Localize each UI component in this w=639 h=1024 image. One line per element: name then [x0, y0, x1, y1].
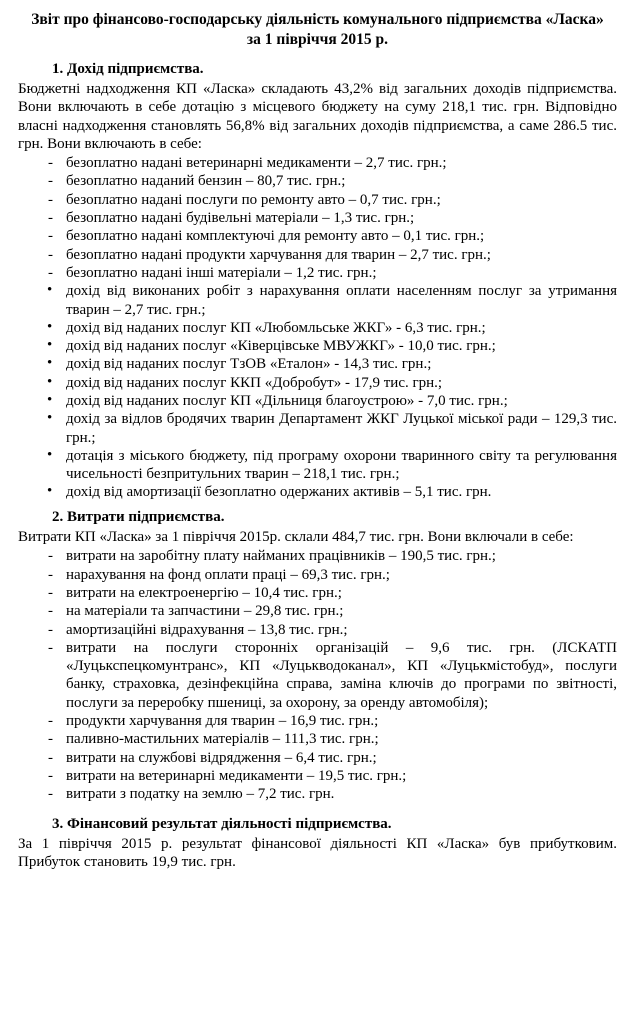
- list-item: - витрати на електроенергію – 10,4 тис. грн.;: [18, 584, 617, 602]
- section-2-dash-list: [18, 547, 617, 803]
- list-item: • дохід від наданих послуг ТзОВ «Еталон» - 14,3 тис. грн.;: [18, 355, 617, 373]
- list-item: • дохід за відлов бродячих тварин Департамент ЖКГ Луцької міської ради – 129,3 тис. грн.;: [18, 410, 617, 447]
- list-item: - витрати на послуги сторонніх організацій – 9,6 тис. грн. (ЛСКАТП «Луцькспецкомунтранс», КП «Луцькводоканал», КП «Луцькмістобуд», послуги банку, страховка, дезінфекційна справа, заміна ключів до програми по звітності, послуги за переробку пшениці, за охорону, за оренду автомобіля);: [18, 639, 617, 712]
- list-item: - нарахування на фонд оплати праці – 69,3 тис. грн.;: [18, 566, 617, 584]
- section-1-bullet-list: [18, 282, 617, 502]
- list-item: - витрати на службові відрядження – 6,4 тис. грн.;: [18, 749, 617, 767]
- list-item: • дохід від виконаних робіт з нарахування оплати населенням послуг за утримання тварин – 2,7 тис. грн.;: [18, 282, 617, 319]
- list-item: - безоплатно наданий бензин – 80,7 тис. грн.;: [18, 172, 617, 190]
- list-item: - витрати на заробітну плату найманих працівників – 190,5 тис. грн.;: [18, 547, 617, 565]
- list-item: - амортизаційні відрахування – 13,8 тис. грн.;: [18, 621, 617, 639]
- list-item: • дохід від наданих послуг КП «Дільниця благоустрою» - 7,0 тис. грн.;: [18, 392, 617, 410]
- list-item: - безоплатно надані продукти харчування для тварин – 2,7 тис. грн.;: [18, 246, 617, 264]
- section-heading-1: 1. Дохід підприємства.: [52, 60, 204, 77]
- section-heading-3: 3. Фінансовий результат діяльності підприємства.: [52, 815, 392, 832]
- page-title: Звіт про фінансово-господарську діяльність комунального підприємства «Ласка» за 1 півріччя 2015 р.: [31, 11, 604, 48]
- list-item: - на матеріали та запчастини – 29,8 тис. грн.;: [18, 602, 617, 620]
- list-item: - безоплатно надані комплектуючі для ремонту авто – 0,1 тис. грн.;: [18, 227, 617, 245]
- section-paragraph-1: Бюджетні надходження КП «Ласка» складають 43,2% від загальних доходів підприємства. Вони включають в себе дотацію з місцевого бюджету на суму 218,1 тис. грн. Відповідно власні надходження становлять 56,8% від загальних доходів підприємства, а саме 286.5 тис. грн. Вони включають в себе:: [18, 80, 617, 152]
- list-item: • дохід від наданих послуг «Ківерцівське МВУЖКГ» - 10,0 тис. грн.;: [18, 337, 617, 355]
- section-paragraph-3: За 1 півріччя 2015 р. результат фінансової діяльності КП «Ласка» був прибутковим. Прибуток становить 19,9 тис. грн.: [18, 835, 617, 871]
- list-item: - витрати з податку на землю – 7,2 тис. грн.: [18, 785, 617, 803]
- section-heading-2: 2. Витрати підприємства.: [52, 508, 225, 525]
- list-item: - безоплатно надані послуги по ремонту авто – 0,7 тис. грн.;: [18, 191, 617, 209]
- list-item: • дотація з міського бюджету, під програму охорони тваринного світу та регулювання чисельності безпритульних тварин – 218,1 тис. грн.;: [18, 447, 617, 484]
- list-item: • дохід від наданих послуг КП «Любомльське ЖКГ» - 6,3 тис. грн.;: [18, 319, 617, 337]
- section-paragraph-2: Витрати КП «Ласка» за 1 півріччя 2015р. склали 484,7 тис. грн. Вони включали в себе:: [18, 529, 574, 546]
- list-item: • дохід від наданих послуг ККП «Добробут» - 17,9 тис. грн.;: [18, 374, 617, 392]
- section-1-dash-list: [18, 154, 617, 282]
- list-item: - безоплатно надані інші матеріали – 1,2 тис. грн.;: [18, 264, 617, 282]
- list-item: - витрати на ветеринарні медикаменти – 19,5 тис. грн.;: [18, 767, 617, 785]
- list-item: - паливно-мастильних матеріалів – 111,3 тис. грн.;: [18, 730, 617, 748]
- list-item: • дохід від амортизації безоплатно одержаних активів – 5,1 тис. грн.: [18, 483, 617, 501]
- list-item: - безоплатно надані будівельні матеріали – 1,3 тис. грн.;: [18, 209, 617, 227]
- list-item: - продукти харчування для тварин – 16,9 тис. грн.;: [18, 712, 617, 730]
- list-item: - безоплатно надані ветеринарні медикаменти – 2,7 тис. грн.;: [18, 154, 617, 172]
